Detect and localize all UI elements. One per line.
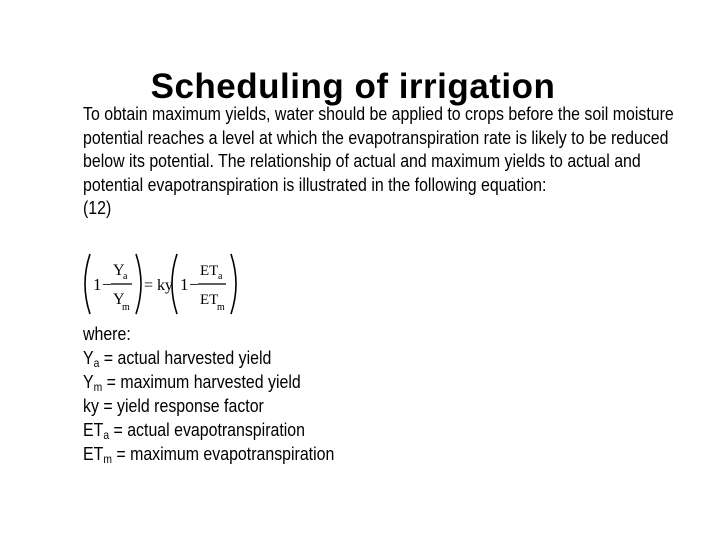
right-open-paren [172, 254, 177, 314]
etm-subscript: m [217, 302, 225, 313]
ym-symbol: Y [113, 291, 125, 308]
definition-text: = maximum evapotranspiration [111, 443, 335, 464]
ya-subscript: a [123, 271, 128, 282]
definition-subscript: m [103, 452, 112, 466]
left-one: 1 [93, 275, 102, 294]
ya-symbol: Y [113, 262, 125, 279]
eta-symbol: ET [200, 263, 219, 279]
where-label: where: [83, 323, 131, 344]
body-text [83, 102, 674, 220]
definition-symbol: Y [83, 371, 94, 392]
definition-text: = actual harvested yield [99, 347, 272, 368]
left-open-paren [85, 254, 90, 314]
left-minus: − [102, 275, 112, 294]
etm-symbol: ET [200, 292, 219, 308]
definition-text: = actual evapotranspiration [109, 419, 306, 440]
definition-ym [83, 370, 334, 394]
slide-title: Scheduling of irrigation [150, 67, 556, 107]
definition-text: = yield response factor [98, 395, 264, 416]
definition-symbol: ET [83, 419, 104, 440]
definition-symbol: ET [83, 443, 104, 464]
definition-etm [83, 442, 334, 466]
equation-number: (12) [83, 197, 112, 218]
definition-subscript: a [93, 356, 100, 370]
definition-eta [83, 418, 334, 442]
definition-ky [83, 394, 334, 418]
definition-subscript: m [93, 380, 103, 394]
right-one: 1 [180, 275, 189, 294]
definition-text: = maximum harvested yield [102, 371, 301, 392]
right-minus: − [189, 275, 199, 294]
yield-response-equation [80, 248, 250, 320]
equals-ky: = ky [144, 277, 174, 294]
definition-symbol: Y [83, 347, 94, 368]
variable-definitions [83, 322, 334, 466]
definition-ya [83, 346, 334, 370]
left-close-paren [136, 254, 141, 314]
eta-subscript: a [218, 271, 223, 282]
definition-subscript: a [103, 428, 110, 442]
right-close-paren [231, 254, 236, 314]
intro-paragraph: To obtain maximum yields, water should be applied to crops before the soil moisture potential reaches a level at which the evapotranspiration rate is likely to be reduced below its potential. The relationship of actual and maximum yields to actual and potential evapotranspiration is illustrated in the following equation: [83, 103, 674, 195]
definition-symbol: ky [83, 395, 99, 416]
ym-subscript: m [122, 302, 130, 313]
